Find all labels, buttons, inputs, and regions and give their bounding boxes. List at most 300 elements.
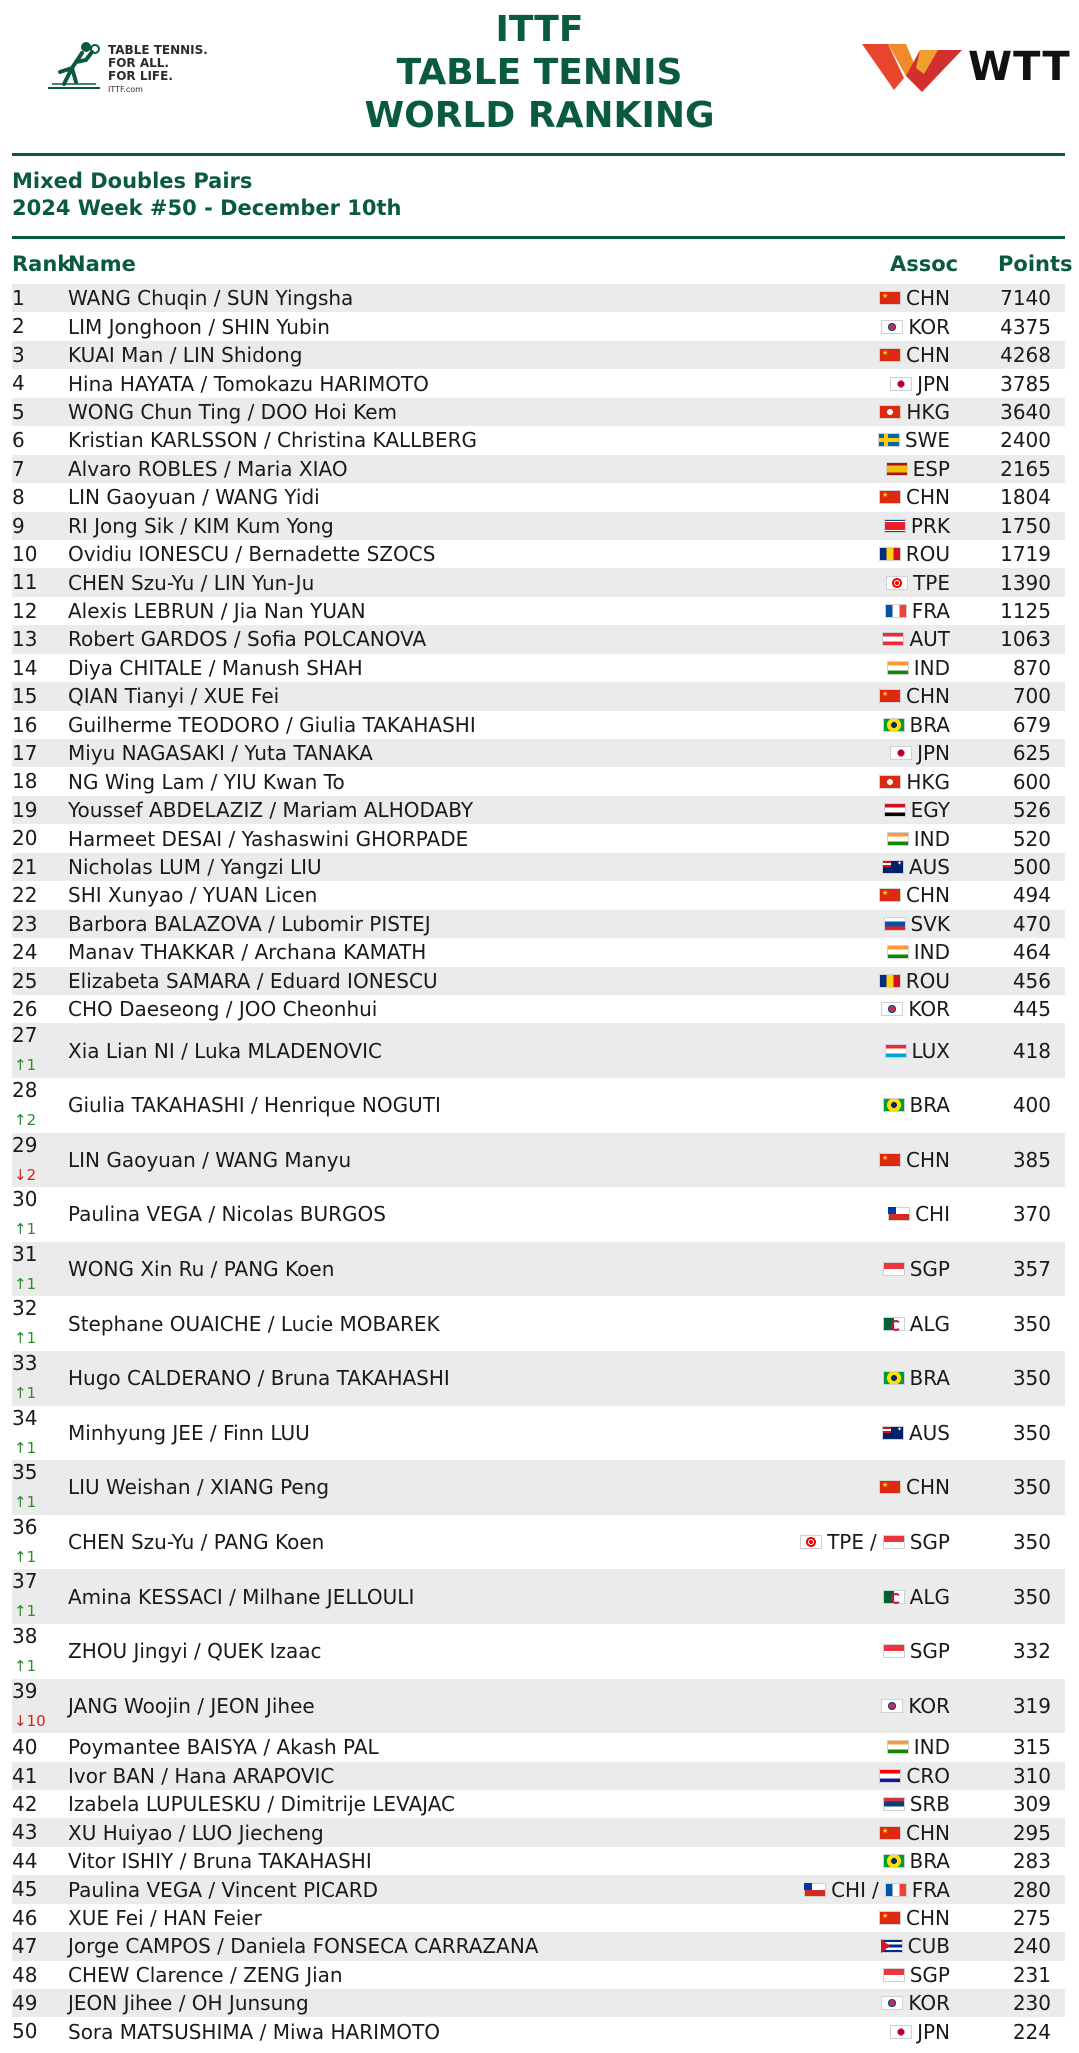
assoc-code: CHI: [831, 1877, 866, 1902]
title-line-3: WORLD RANKING: [364, 95, 715, 136]
table-row: [12, 1932, 1065, 1960]
rank-number: 37: [12, 1569, 38, 1594]
svk-flag-icon: [884, 917, 906, 931]
rank-number: 46: [12, 1905, 38, 1930]
table-row: [12, 1569, 1065, 1624]
rank-number: 21: [12, 854, 38, 879]
chn-flag-icon: ★: [879, 490, 901, 504]
table-row: [12, 1406, 1065, 1461]
pair-name: LIN Gaoyuan / WANG Manyu: [68, 1147, 352, 1172]
rank-number: 31: [12, 1241, 38, 1266]
rank-down-indicator: ↓2: [14, 1165, 37, 1184]
pair-name: Robert GARDOS / Sofia POLCANOVA: [68, 627, 427, 652]
rank-cell: [12, 312, 67, 340]
points-value: 370: [1012, 1202, 1051, 1227]
rank-number: 32: [12, 1296, 38, 1321]
ind-flag-icon: [887, 945, 909, 959]
assoc-code: IND: [913, 655, 950, 680]
rank-cell: [12, 824, 67, 852]
hkg-flag-icon: [879, 775, 901, 789]
assoc-cell: [884, 910, 951, 938]
rank-up-indicator: ↑1: [14, 1493, 37, 1512]
rank-cell: [12, 739, 67, 767]
assoc-code: KOR: [908, 997, 950, 1022]
rank-cell: [12, 938, 67, 966]
rank-cell: [12, 1133, 67, 1188]
table-row: [12, 938, 1065, 966]
assoc-cell: [881, 1932, 950, 1960]
assoc-cell: [878, 426, 950, 454]
chn-flag-icon: ★: [879, 689, 901, 703]
assoc-code: FRA: [911, 599, 950, 624]
pair-name: Alvaro ROBLES / Maria XIAO: [68, 456, 348, 481]
table-row: [12, 1460, 1065, 1515]
assoc-code: CHN: [906, 1905, 950, 1930]
pair-name: NG Wing Lam / YIU Kwan To: [68, 769, 345, 794]
points-value: 280: [1012, 1877, 1051, 1902]
table-row: [12, 1733, 1065, 1761]
rank-cell: [12, 398, 67, 426]
rank-cell: [12, 1679, 67, 1734]
rank-number: 42: [12, 1791, 38, 1816]
pair-name: QIAN Tianyi / XUE Fei: [68, 684, 280, 709]
bra-flag-icon: [883, 718, 905, 732]
points-value: 332: [1012, 1639, 1051, 1664]
assoc-code: AUS: [908, 854, 950, 879]
rank-number: 23: [12, 911, 38, 936]
rank-cell: [12, 796, 67, 824]
assoc-cell: [887, 824, 950, 852]
chn-flag-icon: ★: [879, 1153, 901, 1167]
rank-number: 5: [12, 399, 25, 424]
points-value: 4375: [1000, 314, 1051, 339]
rank-number: 15: [12, 684, 38, 709]
points-value: 350: [1012, 1420, 1051, 1445]
rank-up-indicator: ↑1: [14, 1438, 37, 1457]
points-value: 319: [1012, 1693, 1051, 1718]
assoc-cell: [888, 1187, 950, 1242]
chn-flag-icon: ★: [879, 1480, 901, 1494]
table-row: [12, 767, 1065, 795]
rank-up-indicator: ↑1: [14, 1274, 37, 1293]
pair-name: Miyu NAGASAKI / Yuta TANAKA: [68, 741, 373, 766]
kor-flag-icon: [881, 1996, 903, 2010]
column-header-name: Name: [68, 252, 136, 276]
table-row: [12, 995, 1065, 1023]
table-row: [12, 711, 1065, 739]
wtt-logo-text: WTT: [968, 44, 1071, 90]
rank-number: 9: [12, 513, 25, 538]
assoc-cell: [885, 597, 950, 625]
jpn-flag-icon: [890, 746, 912, 760]
pair-name: SHI Xunyao / YUAN Licen: [68, 883, 318, 908]
sgp-flag-icon: [883, 1644, 905, 1658]
assoc-code: IND: [913, 826, 950, 851]
rank-number: 18: [12, 769, 38, 794]
assoc-code: CHN: [906, 1147, 950, 1172]
sgp-flag-icon: [883, 1262, 905, 1276]
assoc-code: TPE: [827, 1530, 864, 1555]
rank-number: 36: [12, 1514, 38, 1539]
assoc-code: KOR: [908, 314, 950, 339]
rank-cell: [12, 1790, 67, 1818]
table-row: [12, 796, 1065, 824]
table-row: [12, 1351, 1065, 1406]
pair-name: LIU Weishan / XIANG Peng: [68, 1475, 330, 1500]
pair-name: Diya CHITALE / Manush SHAH: [68, 655, 363, 680]
pair-name: Poymantee BAISYA / Akash PAL: [68, 1735, 379, 1760]
assoc-code: CHN: [906, 343, 950, 368]
rank-number: 26: [12, 996, 38, 1021]
tpe-flag-icon: [886, 576, 908, 590]
assoc-code: BRA: [909, 1093, 950, 1118]
rank-number: 1: [12, 286, 25, 310]
rank-number: 44: [12, 1848, 38, 1873]
rank-cell: [12, 1078, 67, 1133]
rank-cell: [12, 512, 67, 540]
rank-cell: [12, 455, 67, 483]
points-value: 275: [1012, 1905, 1051, 1930]
table-row: [12, 312, 1065, 340]
wtt-mark-icon: [858, 40, 968, 96]
assoc-code: CHN: [906, 883, 950, 908]
rank-cell: [12, 1818, 67, 1846]
rank-cell: [12, 284, 67, 312]
pair-name: Alexis LEBRUN / Jia Nan YUAN: [68, 599, 366, 624]
pair-name: LIM Jonghoon / SHIN Yubin: [68, 314, 330, 339]
assoc-code: SGP: [909, 1639, 950, 1664]
assoc-code: KOR: [908, 1693, 950, 1718]
points-value: 456: [1012, 968, 1051, 993]
title-line-1: ITTF: [495, 9, 584, 50]
points-value: 240: [1012, 1934, 1051, 1959]
points-value: 1804: [1000, 485, 1051, 510]
rank-cell: [12, 1904, 67, 1932]
kor-flag-icon: [881, 1699, 903, 1713]
points-value: 385: [1012, 1147, 1051, 1172]
assoc-cell: [804, 1875, 950, 1903]
points-value: 870: [1012, 655, 1051, 680]
assoc-cell: [883, 1078, 951, 1133]
assoc-cell: [886, 455, 950, 483]
table-row: [12, 967, 1065, 995]
hkg-flag-icon: [879, 405, 901, 419]
egy-flag-icon: [884, 803, 906, 817]
pair-name: Izabela LUPULESKU / Dimitrije LEVAJAC: [68, 1792, 455, 1817]
rank-cell: [12, 682, 67, 710]
rank-number: 29: [12, 1132, 38, 1157]
assoc-cell: [886, 568, 950, 596]
title-line-2: TABLE TENNIS: [396, 52, 683, 93]
rank-number: 13: [12, 627, 38, 652]
bra-flag-icon: [883, 1371, 905, 1385]
kor-flag-icon: [881, 1002, 903, 1016]
rank-cell: [12, 1023, 67, 1078]
points-value: 309: [1012, 1792, 1051, 1817]
table-row: [12, 540, 1065, 568]
ind-flag-icon: [887, 1740, 909, 1754]
pair-name: Hina HAYATA / Tomokazu HARIMOTO: [68, 371, 429, 396]
pair-name: XU Huiyao / LUO Jiecheng: [68, 1820, 324, 1845]
table-row: [12, 1875, 1065, 1903]
assoc-code: JPN: [917, 2019, 950, 2044]
points-value: 230: [1012, 1991, 1051, 2016]
points-value: 350: [1012, 1530, 1051, 1555]
points-value: 315: [1012, 1735, 1051, 1760]
points-value: 625: [1012, 741, 1051, 766]
assoc-cell: [883, 1790, 950, 1818]
pair-name: Paulina VEGA / Nicolas BURGOS: [68, 1202, 386, 1227]
pair-name: RI Jong Sik / KIM Kum Yong: [68, 513, 334, 538]
points-value: 2165: [1000, 456, 1051, 481]
points-value: 1125: [1000, 599, 1051, 624]
chn-flag-icon: ★: [879, 888, 901, 902]
assoc-cell: [800, 1515, 950, 1570]
fra-flag-icon: [885, 1883, 907, 1897]
assoc-cell: [881, 312, 950, 340]
table-row: [12, 654, 1065, 682]
table-row: [12, 2017, 1065, 2045]
ranking-category: Mixed Doubles Pairs: [12, 169, 253, 193]
fra-flag-icon: [885, 604, 907, 618]
pair-name: JANG Woojin / JEON Jihee: [68, 1693, 315, 1718]
rank-up-indicator: ↑1: [14, 1220, 37, 1239]
points-value: 600: [1012, 769, 1051, 794]
rank-cell: [12, 1242, 67, 1297]
assoc-code: CHN: [906, 485, 950, 510]
rank-number: 2: [12, 314, 25, 339]
rank-number: 45: [12, 1877, 38, 1902]
points-value: 3785: [1000, 371, 1051, 396]
pair-name: WANG Chuqin / SUN Yingsha: [68, 286, 354, 311]
assoc-code: CHN: [906, 286, 950, 311]
assoc-code: BRA: [909, 712, 950, 737]
rank-number: 34: [12, 1405, 38, 1430]
cro-flag-icon: [879, 1769, 901, 1783]
assoc-cell: [883, 1242, 950, 1297]
points-value: 283: [1012, 1849, 1051, 1874]
cub-flag-icon: [881, 1939, 903, 1953]
assoc-code: CHN: [906, 1820, 950, 1845]
table-row: [12, 1790, 1065, 1818]
pair-name: Kristian KARLSSON / Christina KALLBERG: [68, 428, 478, 453]
rank-number: 16: [12, 712, 38, 737]
points-value: 350: [1012, 1366, 1051, 1391]
assoc-cell: [883, 1296, 950, 1351]
rank-up-indicator: ↑1: [14, 1656, 37, 1675]
rank-cell: [12, 1460, 67, 1515]
table-row: [12, 682, 1065, 710]
table-row: [12, 1961, 1065, 1989]
jpn-flag-icon: [890, 2025, 912, 2039]
aut-flag-icon: [882, 632, 904, 646]
assoc-cell: [879, 540, 950, 568]
assoc-code: SVK: [910, 911, 950, 936]
pair-name: Barbora BALAZOVA / Lubomir PISTEJ: [68, 911, 431, 936]
pair-name: JEON Jihee / OH Junsung: [68, 1991, 309, 2016]
table-row: [12, 1133, 1065, 1188]
points-value: 4268: [1000, 343, 1051, 368]
table-row: [12, 1762, 1065, 1790]
assoc-cell: [881, 1679, 950, 1734]
rank-cell: [12, 1406, 67, 1461]
rank-cell: [12, 881, 67, 909]
table-row: [12, 1296, 1065, 1351]
esp-flag-icon: [886, 462, 908, 476]
rank-cell: [12, 540, 67, 568]
sgp-flag-icon: [883, 1535, 905, 1549]
rank-cell: [12, 1624, 67, 1679]
points-value: 445: [1012, 997, 1051, 1022]
assoc-cell: [882, 1406, 950, 1461]
rank-cell: [12, 1296, 67, 1351]
table-row: [12, 398, 1065, 426]
rank-number: 22: [12, 883, 38, 908]
rank-cell: [12, 1733, 67, 1761]
assoc-cell: [882, 625, 950, 653]
pair-name: XUE Fei / HAN Feier: [68, 1905, 262, 1930]
rank-number: 43: [12, 1820, 38, 1845]
subtitle: [12, 168, 402, 222]
assoc-code: ALG: [909, 1584, 950, 1609]
assoc-cell: [879, 1904, 950, 1932]
assoc-code: IND: [913, 1735, 950, 1760]
points-value: 1063: [1000, 627, 1051, 652]
rank-number: 12: [12, 598, 38, 623]
rank-number: 7: [12, 456, 25, 481]
rank-cell: [12, 1569, 67, 1624]
table-row: [12, 284, 1065, 312]
assoc-code: ESP: [912, 456, 950, 481]
ittf-logo-line-3: FOR LIFE.: [108, 69, 173, 83]
points-value: 679: [1012, 712, 1051, 737]
pair-name: Stephane OUAICHE / Lucie MOBAREK: [68, 1311, 440, 1336]
assoc-cell: [879, 967, 950, 995]
rank-cell: [12, 483, 67, 511]
alg-flag-icon: [883, 1590, 905, 1604]
rank-number: 39: [12, 1678, 38, 1703]
points-value: 400: [1012, 1093, 1051, 1118]
rank-number: 28: [12, 1077, 38, 1102]
chi-flag-icon: [804, 1883, 826, 1897]
divider-bottom: [12, 236, 1065, 239]
points-value: 1750: [1000, 513, 1051, 538]
rank-number: 11: [12, 570, 38, 595]
rank-cell: [12, 853, 67, 881]
table-row: [12, 1187, 1065, 1242]
pair-name: CHEN Szu-Yu / PANG Koen: [68, 1530, 325, 1555]
rank-cell: [12, 625, 67, 653]
aus-flag-icon: ✦: [882, 860, 904, 874]
table-row: [12, 568, 1065, 596]
table-row: [12, 625, 1065, 653]
pair-name: Harmeet DESAI / Yashaswini GHORPADE: [68, 826, 469, 851]
table-row: [12, 1078, 1065, 1133]
points-value: 1390: [1000, 570, 1051, 595]
points-value: 350: [1012, 1584, 1051, 1609]
points-value: 7140: [1000, 286, 1051, 311]
tpe-flag-icon: [800, 1535, 822, 1549]
rank-number: 20: [12, 826, 38, 851]
rank-number: 6: [12, 428, 25, 453]
rank-cell: [12, 1932, 67, 1960]
ind-flag-icon: [887, 661, 909, 675]
assoc-cell: [881, 1989, 950, 2017]
chn-flag-icon: ★: [879, 291, 901, 305]
rank-number: 47: [12, 1934, 38, 1959]
rank-cell: [12, 1187, 67, 1242]
rank-number: 30: [12, 1187, 38, 1212]
assoc-code: SGP: [909, 1257, 950, 1282]
rank-number: 4: [12, 371, 25, 396]
assoc-cell: [885, 1023, 951, 1078]
assoc-cell: [879, 284, 950, 312]
pair-name: Ivor BAN / Hana ARAPOVIC: [68, 1763, 335, 1788]
pair-name: Xia Lian NI / Luka MLADENOVIC: [68, 1038, 382, 1063]
assoc-separator: /: [869, 1530, 877, 1555]
assoc-code: BRA: [909, 1849, 950, 1874]
points-value: 310: [1012, 1763, 1051, 1788]
wtt-logo: [858, 40, 1071, 96]
points-value: 224: [1012, 2019, 1051, 2044]
rank-number: 33: [12, 1350, 38, 1375]
assoc-code: EGY: [910, 798, 950, 823]
table-row: [12, 1904, 1065, 1932]
assoc-code: SRB: [909, 1792, 950, 1817]
assoc-cell: [887, 1733, 950, 1761]
table-row: [12, 1847, 1065, 1875]
assoc-cell: [883, 1847, 951, 1875]
table-row: [12, 483, 1065, 511]
pair-name: Vitor ISHIY / Bruna TAKAHASHI: [68, 1849, 372, 1874]
assoc-cell: [887, 938, 950, 966]
rank-number: 48: [12, 1962, 38, 1987]
assoc-cell: [879, 881, 950, 909]
assoc-cell: [879, 1133, 950, 1188]
points-value: 470: [1012, 911, 1051, 936]
rank-up-indicator: ↑1: [14, 1056, 37, 1075]
assoc-cell: [882, 853, 950, 881]
pair-name: Paulina VEGA / Vincent PICARD: [68, 1877, 378, 1902]
assoc-code: HKG: [906, 769, 950, 794]
bra-flag-icon: [883, 1098, 905, 1112]
alg-flag-icon: [883, 1317, 905, 1331]
assoc-code: ROU: [905, 542, 950, 567]
table-row: [12, 369, 1065, 397]
srb-flag-icon: [883, 1797, 905, 1811]
lux-flag-icon: [885, 1044, 907, 1058]
pair-name: Amina KESSACI / Milhane JELLOULI: [68, 1584, 415, 1609]
assoc-code: LUX: [911, 1038, 950, 1063]
points-value: 418: [1012, 1038, 1051, 1063]
rank-cell: [12, 426, 67, 454]
pair-name: WONG Chun Ting / DOO Hoi Kem: [68, 399, 398, 424]
assoc-code: FRA: [911, 1877, 950, 1902]
rank-number: 10: [12, 541, 38, 566]
rank-number: 14: [12, 655, 38, 680]
rank-cell: [12, 341, 67, 369]
rank-cell: [12, 910, 67, 938]
rank-up-indicator: ↑1: [14, 1329, 37, 1348]
pair-name: Giulia TAKAHASHI / Henrique NOGUTI: [68, 1093, 441, 1118]
rank-up-indicator: ↑2: [14, 1110, 37, 1129]
rank-number: 8: [12, 485, 25, 510]
assoc-separator: /: [871, 1877, 879, 1902]
pair-name: CHEW Clarence / ZENG Jian: [68, 1962, 343, 1987]
assoc-code: CHN: [906, 1475, 950, 1500]
assoc-code: SGP: [909, 1962, 950, 1987]
assoc-code: SWE: [904, 428, 950, 453]
